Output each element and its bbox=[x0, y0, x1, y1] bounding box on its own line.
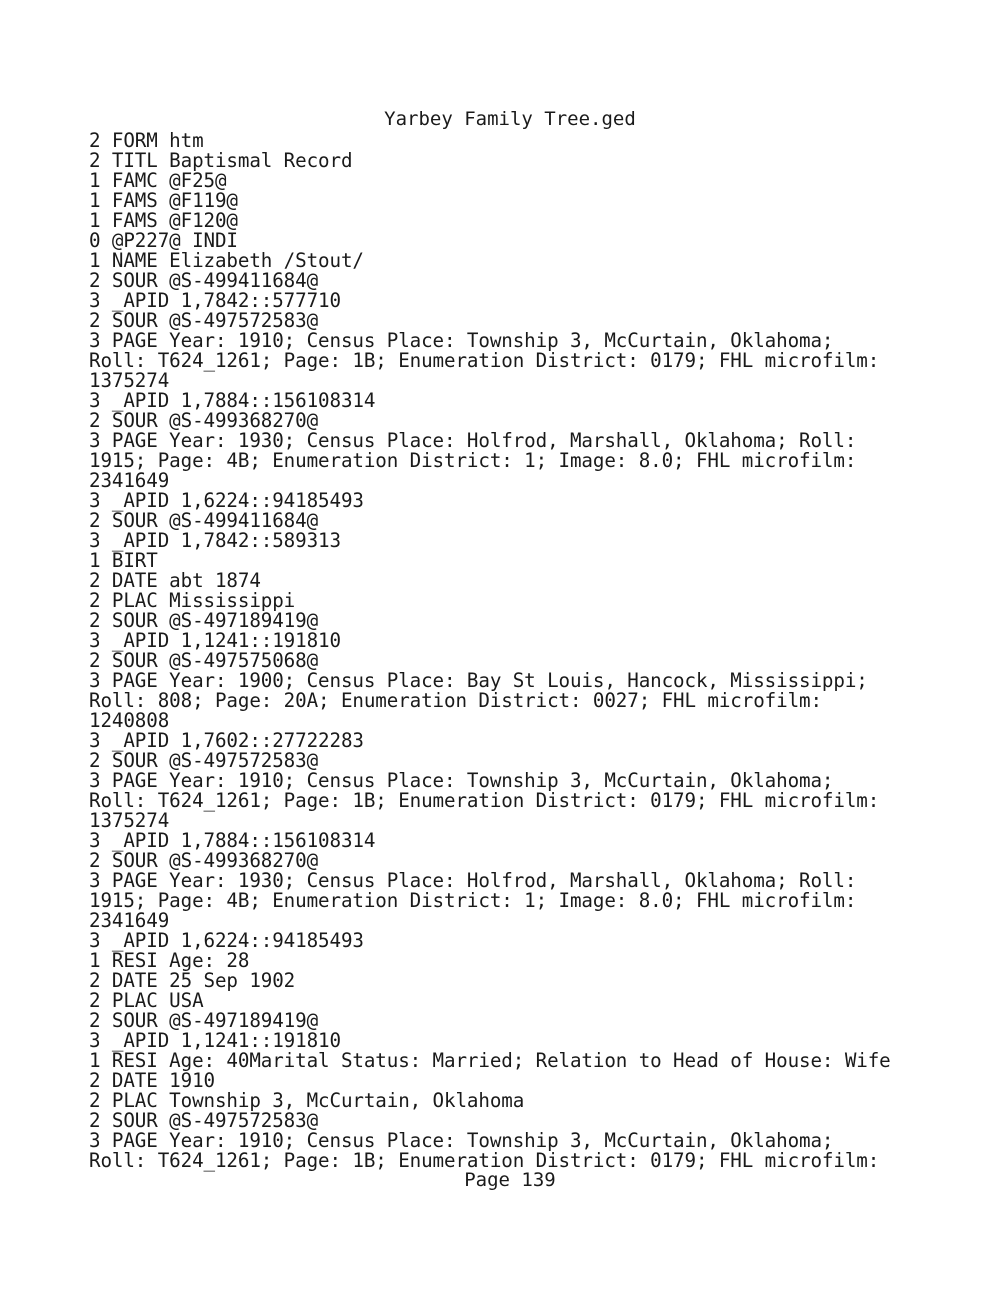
gedcom-line: 1915; Page: 4B; Enumeration District: 1; Image: 8.0; FHL microfilm: bbox=[89, 449, 857, 472]
gedcom-line: 0 @P227@ INDI bbox=[89, 229, 238, 252]
gedcom-line: 2 SOUR @S-497189419@ bbox=[89, 609, 319, 632]
gedcom-line: 1 RESI Age: 28 bbox=[89, 949, 250, 972]
gedcom-line: 2341649 bbox=[89, 909, 170, 932]
gedcom-line: 2 SOUR @S-499368270@ bbox=[89, 849, 319, 872]
gedcom-line: 2 DATE abt 1874 bbox=[89, 569, 261, 592]
gedcom-line: 2 SOUR @S-497189419@ bbox=[89, 1009, 319, 1032]
gedcom-line: 3 _APID 1,1241::191810 bbox=[89, 1029, 341, 1052]
gedcom-line: Roll: T624_1261; Page: 1B; Enumeration District: 0179; FHL microfilm: bbox=[89, 1149, 880, 1172]
gedcom-line: 3 _APID 1,7884::156108314 bbox=[89, 389, 376, 412]
gedcom-line: 1240808 bbox=[89, 709, 170, 732]
gedcom-line: 2 SOUR @S-497575068@ bbox=[89, 649, 319, 672]
gedcom-lines bbox=[89, 131, 891, 1171]
gedcom-line: 2 PLAC Mississippi bbox=[89, 589, 296, 612]
gedcom-line: 2 FORM htm bbox=[89, 129, 204, 152]
gedcom-line: 2 SOUR @S-499411684@ bbox=[89, 269, 319, 292]
gedcom-line: 3 PAGE Year: 1910; Census Place: Township 3, McCurtain, Oklahoma; bbox=[89, 769, 834, 792]
page-title: Yarbey Family Tree.ged bbox=[384, 108, 636, 130]
gedcom-line: 3 PAGE Year: 1910; Census Place: Township 3, McCurtain, Oklahoma; bbox=[89, 1129, 834, 1152]
gedcom-line: 3 _APID 1,1241::191810 bbox=[89, 629, 341, 652]
gedcom-line: 3 _APID 1,7842::589313 bbox=[89, 529, 341, 552]
gedcom-line: 3 PAGE Year: 1930; Census Place: Holfrod, Marshall, Oklahoma; Roll: bbox=[89, 869, 857, 892]
gedcom-line: 2 SOUR @S-497572583@ bbox=[89, 1109, 319, 1132]
gedcom-line: 3 PAGE Year: 1930; Census Place: Holfrod, Marshall, Oklahoma; Roll: bbox=[89, 429, 857, 452]
gedcom-line: 3 PAGE Year: 1910; Census Place: Township 3, McCurtain, Oklahoma; bbox=[89, 329, 834, 352]
gedcom-line: 2 TITL Baptismal Record bbox=[89, 149, 353, 172]
gedcom-line: 2 SOUR @S-499411684@ bbox=[89, 509, 319, 532]
gedcom-line: 3 _APID 1,6224::94185493 bbox=[89, 929, 364, 952]
gedcom-line: 1375274 bbox=[89, 369, 170, 392]
gedcom-line: 1 FAMC @F25@ bbox=[89, 169, 227, 192]
gedcom-line: 2 SOUR @S-497572583@ bbox=[89, 749, 319, 772]
gedcom-line: 1 FAMS @F119@ bbox=[89, 189, 238, 212]
gedcom-line: 3 _APID 1,7842::577710 bbox=[89, 289, 341, 312]
gedcom-line: 2 DATE 1910 bbox=[89, 1069, 215, 1092]
gedcom-line: 3 _APID 1,6224::94185493 bbox=[89, 489, 364, 512]
gedcom-line: Roll: 808; Page: 20A; Enumeration District: 0027; FHL microfilm: bbox=[89, 689, 822, 712]
gedcom-line: Roll: T624_1261; Page: 1B; Enumeration District: 0179; FHL microfilm: bbox=[89, 349, 880, 372]
gedcom-line: 1915; Page: 4B; Enumeration District: 1; Image: 8.0; FHL microfilm: bbox=[89, 889, 857, 912]
gedcom-line: 2 SOUR @S-499368270@ bbox=[89, 409, 319, 432]
gedcom-line: 1 NAME Elizabeth /Stout/ bbox=[89, 249, 364, 272]
gedcom-line: 3 _APID 1,7884::156108314 bbox=[89, 829, 376, 852]
gedcom-line: 2 SOUR @S-497572583@ bbox=[89, 309, 319, 332]
gedcom-line: 3 _APID 1,7602::27722283 bbox=[89, 729, 364, 752]
page-number: Page 139 bbox=[464, 1169, 556, 1191]
gedcom-line: 2 DATE 25 Sep 1902 bbox=[89, 969, 296, 992]
gedcom-line: 1 FAMS @F120@ bbox=[89, 209, 238, 232]
gedcom-line: 2 PLAC USA bbox=[89, 989, 204, 1012]
gedcom-line: 2341649 bbox=[89, 469, 170, 492]
gedcom-line: 3 PAGE Year: 1900; Census Place: Bay St Louis, Hancock, Mississippi; bbox=[89, 669, 868, 692]
gedcom-line: 1 BIRT bbox=[89, 549, 158, 572]
gedcom-line: 2 PLAC Township 3, McCurtain, Oklahoma bbox=[89, 1089, 525, 1112]
gedcom-line: Roll: T624_1261; Page: 1B; Enumeration District: 0179; FHL microfilm: bbox=[89, 789, 880, 812]
gedcom-line: 1 RESI Age: 40Marital Status: Married; Relation to Head of House: Wife bbox=[89, 1049, 891, 1072]
gedcom-line: 1375274 bbox=[89, 809, 170, 832]
